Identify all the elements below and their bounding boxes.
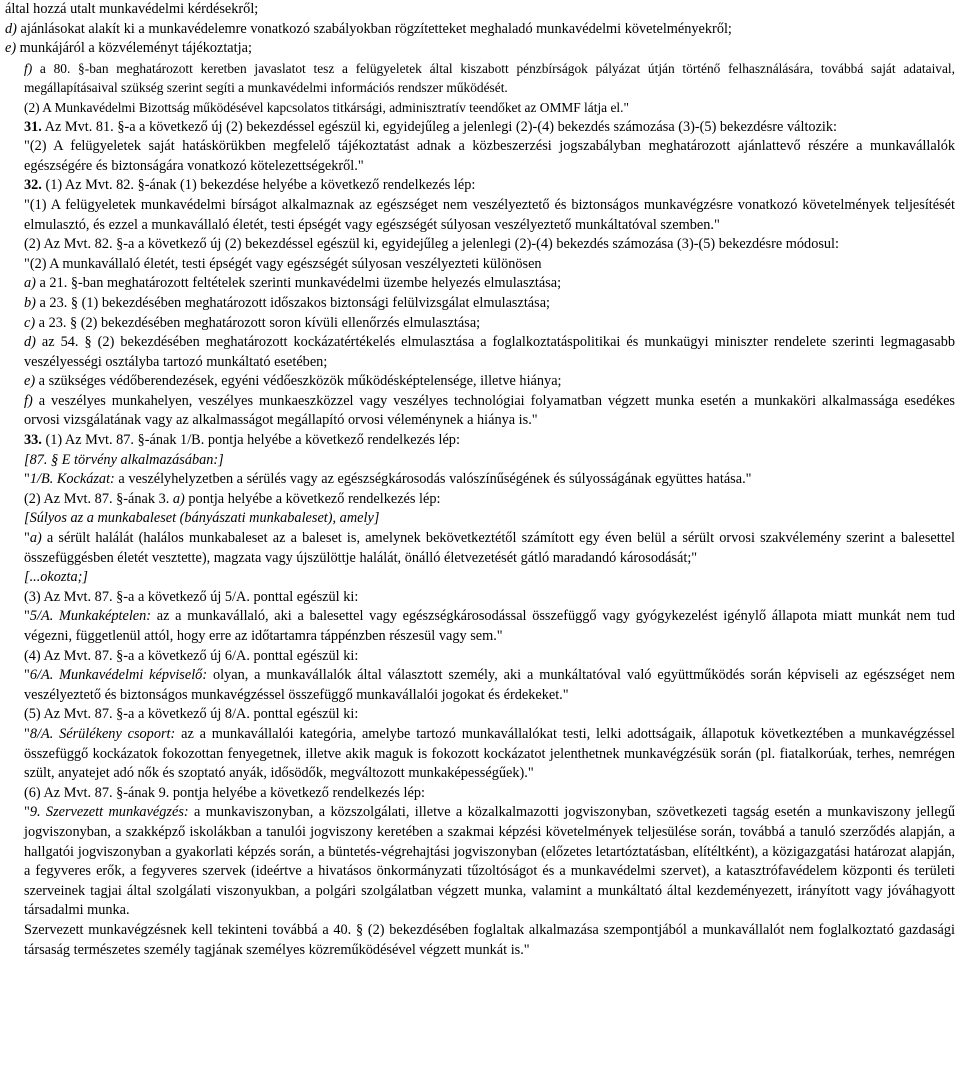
paragraph-p21: [5, 490, 955, 510]
paragraph-p10: [5, 235, 955, 255]
text-run: az a munkavállalói kategória, amelybe tartozó munkavállalókat testi, lelki adottságaik, állapotuk következtében a munkavégzéssel összefüggő kockázatok fokozottan fenyegetnek, illetve akik maguk is fokozott kockázatot jelenthetnek munkavégzésük során (pl. fiatalkorúak, terhes, nemrégen szült, anyatejet adó nők és szoptató anyák, idősödők, megváltozott munkaképességűek).": [24, 725, 956, 782]
text-run: d): [5, 20, 17, 37]
paragraph-p23: [5, 529, 955, 568]
text-run: a szükséges védőberendezések, egyéni védőeszközök működésképtelensége, illetve hiánya;: [35, 373, 562, 390]
text-run: e): [5, 40, 17, 57]
text-run: ": [24, 471, 30, 488]
text-run: ": [24, 667, 30, 684]
text-run: (1) Az Mvt. 82. §-ának (1) bekezdése helyébe a következő rendelkezés lép:: [41, 177, 476, 194]
text-run: 5/A. Munkaképtelen:: [29, 608, 152, 625]
text-run: a veszélyes munkahelyen, veszélyes munkaeszközzel vagy veszélyes technológiai folyamatban végzett munka esetén a munkaköri alkalmassága esedékes orvosi vizsgálatának vagy az alkalmasságot megállapító orvosi véleménynek a hiánya is.": [24, 392, 955, 429]
paragraph-p31: [5, 784, 955, 804]
text-run: 1/B. Kockázat:: [29, 471, 115, 488]
text-run: 9. Szervezett munkavégzés:: [29, 804, 189, 821]
text-run: a sérült halálát (halálos munkabaleset az a baleset is, amelynek bekövetkeztétől számított egy éven belül a sérült orvosi szakvélemény szerint a balesettel összefüggésben életét vesztette), magzata vagy újszülöttje halálát, önálló életvezetését gátló maradandó károsodását;": [24, 530, 955, 566]
text-run: pontja helyébe a következő rendelkezés lép:: [184, 490, 441, 507]
text-run: a munkaviszonyban, a közszolgálati, illetve a közalkalmazotti jogviszonyban, szövetkezeti tagság esetén a munkaviszony jellegű jogviszonyban, a szakképző iskolákban a tanulói jogviszony keretében a szakmai képzési követelmények teljesülése során, továbbá a tanuló szerződés alapján, a hallgatói jogviszonyban a gyakorlati képzés során, a büntetés-végrehajtási jogviszonyban (előzetes letartóztatásban, elítéltként), a közigazgatási határozat alapján, a fegyveres erők, a fegyveres szervek (ideértve a hivatásos önkormányzati tűzoltóságot és a munkavédelmi szervet), a katasztrófavédelem központi és területi szerveinek tagjai által szolgálati viszonyukban, a polgári szolgálatban végzett munka, valamint a munkáltató által kezdeményezett, irányított vagy jóváhagyott társadalmi munka.: [24, 804, 955, 919]
text-run: a): [29, 530, 42, 547]
paragraph-p17: [5, 392, 955, 431]
text-run: (2) Az Mvt. 87. §-ának 3.: [24, 490, 173, 507]
text-run: ": [24, 725, 30, 742]
text-run: 6/A. Munkavédelmi képviselő:: [29, 667, 208, 684]
paragraph-p16: [5, 372, 955, 392]
text-run: "(2) A felügyeletek saját hatáskörükben megfelelő tájékoztatást adnak a közbeszerzési jogszabályban meghatározott ajánlattevő részére a munkavállalók egészségére és biztonságára vonatkozó kötelezettségekről.": [24, 138, 955, 174]
text-run: "(2) A munkavállaló életét, testi épségét vagy egészségét súlyosan veszélyezteti különösen: [24, 255, 542, 272]
text-run: ": [24, 608, 30, 625]
text-run: munkájáról a közvéleményt tájékoztatja;: [16, 40, 252, 57]
paragraph-p5: [5, 98, 955, 118]
text-run: olyan, a munkavállalók által választott személy, aki a munkáltatóval való együttműködés során képviseli az egészséget nem veszélyeztető és biztonságos munkavégzéssel összefüggő munkavállalói jogokat és érdekeket.": [24, 667, 955, 703]
text-run: 8/A. Sérülékeny csoport:: [29, 725, 176, 742]
paragraph-p20: [5, 470, 955, 490]
paragraph-p4: [5, 59, 955, 98]
text-run: által hozzá utalt munkavédelmi kérdésekről;: [5, 1, 259, 17]
paragraph-p15: [5, 333, 955, 372]
text-run: a 23. § (2) bekezdésében meghatározott soron kívüli ellenőrzés elmulasztása;: [35, 314, 481, 331]
text-run: az 54. § (2) bekezdésében meghatározott kockázatértékelés elmulasztása a foglalkoztatáspolitikai és munkaügyi miniszter rendelete szerinti legmagasabb veszélyességi osztályba tartozó munkáltató esetében;: [24, 334, 955, 370]
text-run: (2) A Munkavédelmi Bizottság működésével kapcsolatos titkársági, adminisztratív teendőket az OMMF látja el.": [24, 99, 629, 115]
text-run: f): [24, 60, 33, 76]
text-run: a 23. § (1) bekezdésében meghatározott időszakos biztonsági felülvizsgálat elmulasztása;: [35, 294, 551, 311]
paragraph-p7: [5, 137, 955, 176]
paragraph-p26: [5, 607, 955, 646]
text-run: (1) Az Mvt. 87. §-ának 1/B. pontja helyébe a következő rendelkezés lép:: [41, 432, 460, 449]
text-run: (4) Az Mvt. 87. §-a a következő új 6/A. ponttal egészül ki:: [24, 647, 359, 664]
text-run: a veszélyhelyzetben a sérülés vagy az egészségkárosodás valószínűségének és súlyosságának együttes hatása.": [114, 471, 752, 488]
text-run: c): [24, 314, 36, 331]
text-run: 31.: [24, 118, 42, 135]
paragraph-p24: [5, 568, 955, 588]
paragraph-p6: [5, 118, 955, 138]
text-run: a): [24, 275, 36, 292]
text-run: [Súlyos az a munkabaleset (bányászati munkabaleset), amely]: [24, 510, 380, 527]
paragraph-p28: [5, 666, 955, 705]
paragraph-p33: [5, 921, 955, 960]
paragraph-p1: [5, 0, 955, 20]
text-run: 33.: [24, 432, 42, 449]
text-run: Az Mvt. 81. §-a a következő új (2) bekezdéssel egészül ki, egyidejűleg a jelenlegi (2)-(4) bekezdés számozása (3)-(5) bekezdésre változik:: [41, 118, 838, 135]
text-run: a): [172, 490, 185, 507]
paragraph-p8: [5, 176, 955, 196]
paragraph-p29: [5, 705, 955, 725]
paragraph-p27: [5, 647, 955, 667]
text-run: f): [24, 392, 33, 409]
text-run: ajánlásokat alakít ki a munkavédelemre vonatkozó szabályokban rögzítetteket meghaladó munkavédelmi követelményekről;: [16, 20, 732, 37]
text-run: "(1) A felügyeletek munkavédelmi bírságot alkalmaznak az egészséget nem veszélyeztető és biztonságos munkavégzésre vonatkozó követelmények teljesítését elmulasztó, és ezzel a munkavállaló életét, testi épségét vagy egészségét súlyosan veszélyeztető munkáltatóval szemben.": [24, 196, 955, 233]
paragraph-p32: [5, 803, 955, 921]
paragraph-p14: [5, 314, 955, 334]
paragraph-p3: [5, 39, 955, 59]
text-run: e): [24, 373, 36, 390]
text-run: (5) Az Mvt. 87. §-a a következő új 8/A. ponttal egészül ki:: [24, 706, 359, 723]
text-run: a 21. §-ban meghatározott feltételek szerinti munkavédelmi üzembe helyezés elmulasztása;: [35, 275, 562, 292]
text-run: a 80. §-ban meghatározott keretben javaslatot tesz a felügyeletek által kiszabott pénzbírságok pályázat útján történő felhasználására, továbbá saját adataival, megállapításaival szükség szerint segíti a munkavédelmi információs rendszer működését.: [24, 60, 955, 96]
paragraph-p2: [5, 20, 955, 40]
text-run: (3) Az Mvt. 87. §-a a következő új 5/A. ponttal egészül ki:: [24, 588, 359, 605]
text-run: az a munkavállaló, aki a balesettel vagy egészségkárosodással összefüggő vagy gyógykezelést igénylő állapota miatt munkát nem tud végezni, függetlenül attól, hogy erre az időtartamra táppénzben részesül vagy sem.": [24, 608, 955, 644]
text-run: ": [24, 530, 30, 547]
text-run: d): [24, 334, 36, 351]
text-run: ": [24, 804, 30, 821]
text-run: [87. § E törvény alkalmazásában:]: [24, 451, 224, 468]
text-run: Szervezett munkavégzésnek kell tekinteni továbbá a 40. § (2) bekezdésében foglaltak alkalmazása szempontjából a munkavállalót nem foglalkoztató gazdasági társaság természetes személy tagjának személyes közreműködésével végzett munkát is.": [24, 921, 955, 958]
paragraph-p30: [5, 725, 955, 784]
paragraph-p18: [5, 431, 955, 451]
paragraph-p25: [5, 588, 955, 608]
paragraph-p19: [5, 451, 955, 471]
paragraph-p22: [5, 509, 955, 529]
paragraph-p9: [5, 196, 955, 235]
text-run: (2) Az Mvt. 82. §-a a következő új (2) bekezdéssel egészül ki, egyidejűleg a jelenlegi (2)-(4) bekezdés számozása (3)-(5) bekezdésre módosul:: [24, 236, 839, 253]
paragraph-p11: [5, 255, 955, 275]
text-run: (6) Az Mvt. 87. §-ának 9. pontja helyébe a következő rendelkezés lép:: [24, 784, 425, 801]
text-run: [...okozta;]: [24, 569, 88, 586]
text-run: 32.: [24, 177, 42, 194]
text-run: b): [24, 294, 36, 311]
paragraph-p13: [5, 294, 955, 314]
paragraph-p12: [5, 274, 955, 294]
